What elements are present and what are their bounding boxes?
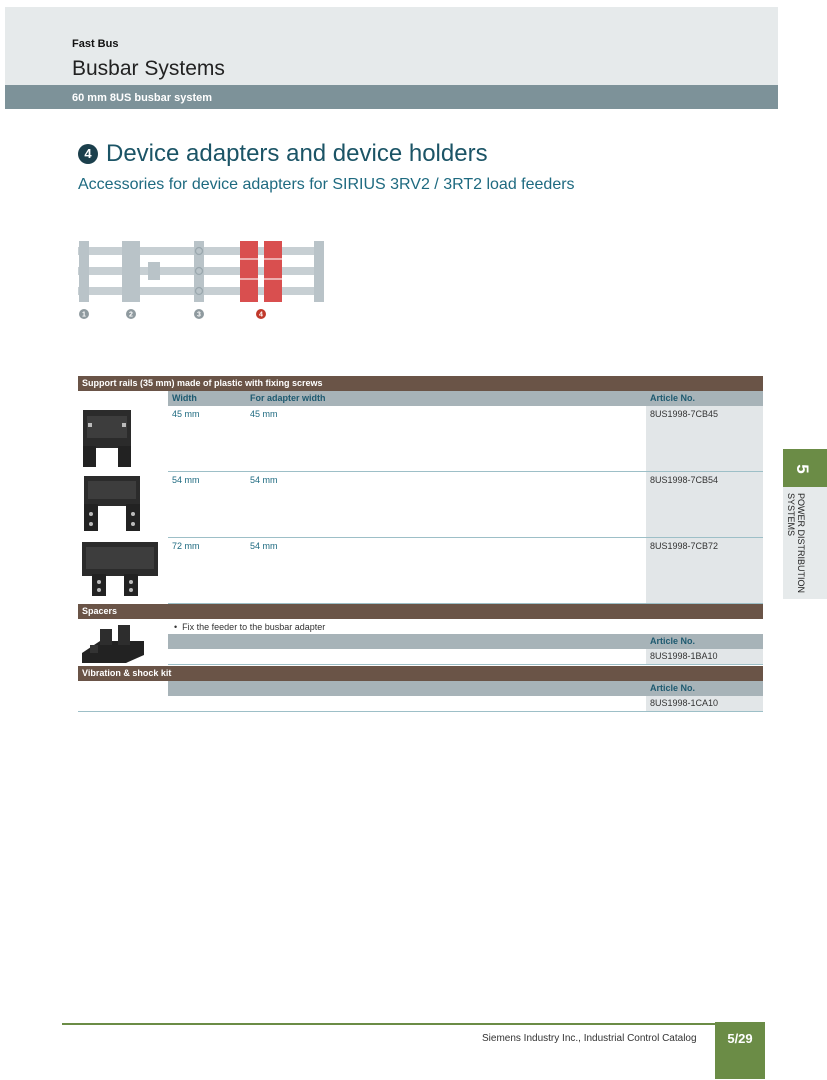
section-title (78, 140, 488, 168)
spacer-image (78, 619, 168, 666)
column-article-header: Article No. (650, 393, 696, 403)
row-article-number: 8US1998-7CB72 (650, 541, 719, 551)
diagram-label-1: 1 (82, 311, 86, 319)
row-adapter-width: 54 mm (250, 475, 278, 485)
column-width-header: Width (172, 393, 197, 403)
spacers-bullet: • Fix the feeder to the busbar adapter (174, 622, 326, 632)
table-row (78, 538, 763, 604)
support-rails-header-row (78, 391, 763, 406)
spacers-article-header: Article No. (650, 636, 696, 646)
diagram-labels (79, 309, 266, 319)
header-kicker: Fast Bus (72, 38, 119, 50)
section-subtitle: Accessories for device adapters for SIRIUS 3RV2 / 3RT2 load feeders (78, 176, 575, 193)
footer-rule (62, 1023, 715, 1025)
section-title-text: Device adapters and device holders (106, 140, 488, 167)
table-row (78, 472, 763, 538)
product-table (78, 376, 763, 712)
row-width: 54 mm (172, 475, 200, 485)
diagram-label-2: 2 (129, 311, 133, 319)
chapter-title-line2: SYSTEMS (786, 493, 796, 537)
support-rails-band: Support rails (35 mm) made of plastic with fixing screws (78, 376, 763, 391)
vibration-article-number: 8US1998-1CA10 (650, 698, 719, 708)
header-subtitle: 60 mm 8US busbar system (72, 92, 213, 104)
row-width: 45 mm (172, 409, 200, 419)
header-title: Busbar Systems (72, 57, 225, 80)
support-rail-72-image (78, 538, 168, 604)
row-width: 72 mm (172, 541, 200, 551)
chapter-number: 5 (793, 464, 812, 474)
spacers-band: Spacers (78, 604, 763, 619)
diagram-label-4: 4 (259, 311, 263, 319)
header-subtitle-bar (5, 85, 778, 109)
chapter-side-tab (783, 449, 827, 599)
vibration-row (78, 696, 763, 712)
row-article-number: 8US1998-7CB54 (650, 475, 719, 485)
chapter-title (786, 493, 806, 593)
busbar-diagram (76, 238, 328, 322)
chapter-number-box (783, 449, 827, 487)
column-adapter-width-header: For adapter width (250, 393, 326, 403)
support-rail-54-image (78, 472, 168, 538)
spacers-row (78, 619, 763, 666)
spacers-bullet-text: Fix the feeder to the busbar adapter (182, 622, 326, 632)
chapter-title-line1: POWER DISTRIBUTION (796, 493, 806, 594)
row-adapter-width: 45 mm (250, 409, 278, 419)
vibration-header-row (78, 681, 763, 696)
section-number-badge: 4 (78, 144, 98, 164)
vibration-article-header: Article No. (650, 683, 696, 693)
vibration-band: Vibration & shock kit (78, 666, 763, 681)
row-adapter-width: 54 mm (250, 541, 278, 551)
footer-catalog: Siemens Industry Inc., Industrial Control Catalog (482, 1033, 697, 1044)
support-rail-45-image (78, 406, 168, 472)
diagram-label-3: 3 (197, 311, 201, 319)
spacers-article-number: 8US1998-1BA10 (650, 651, 718, 661)
row-article-number: 8US1998-7CB45 (650, 409, 719, 419)
table-row (78, 406, 763, 472)
footer-page-number: 5/29 (715, 1022, 765, 1079)
